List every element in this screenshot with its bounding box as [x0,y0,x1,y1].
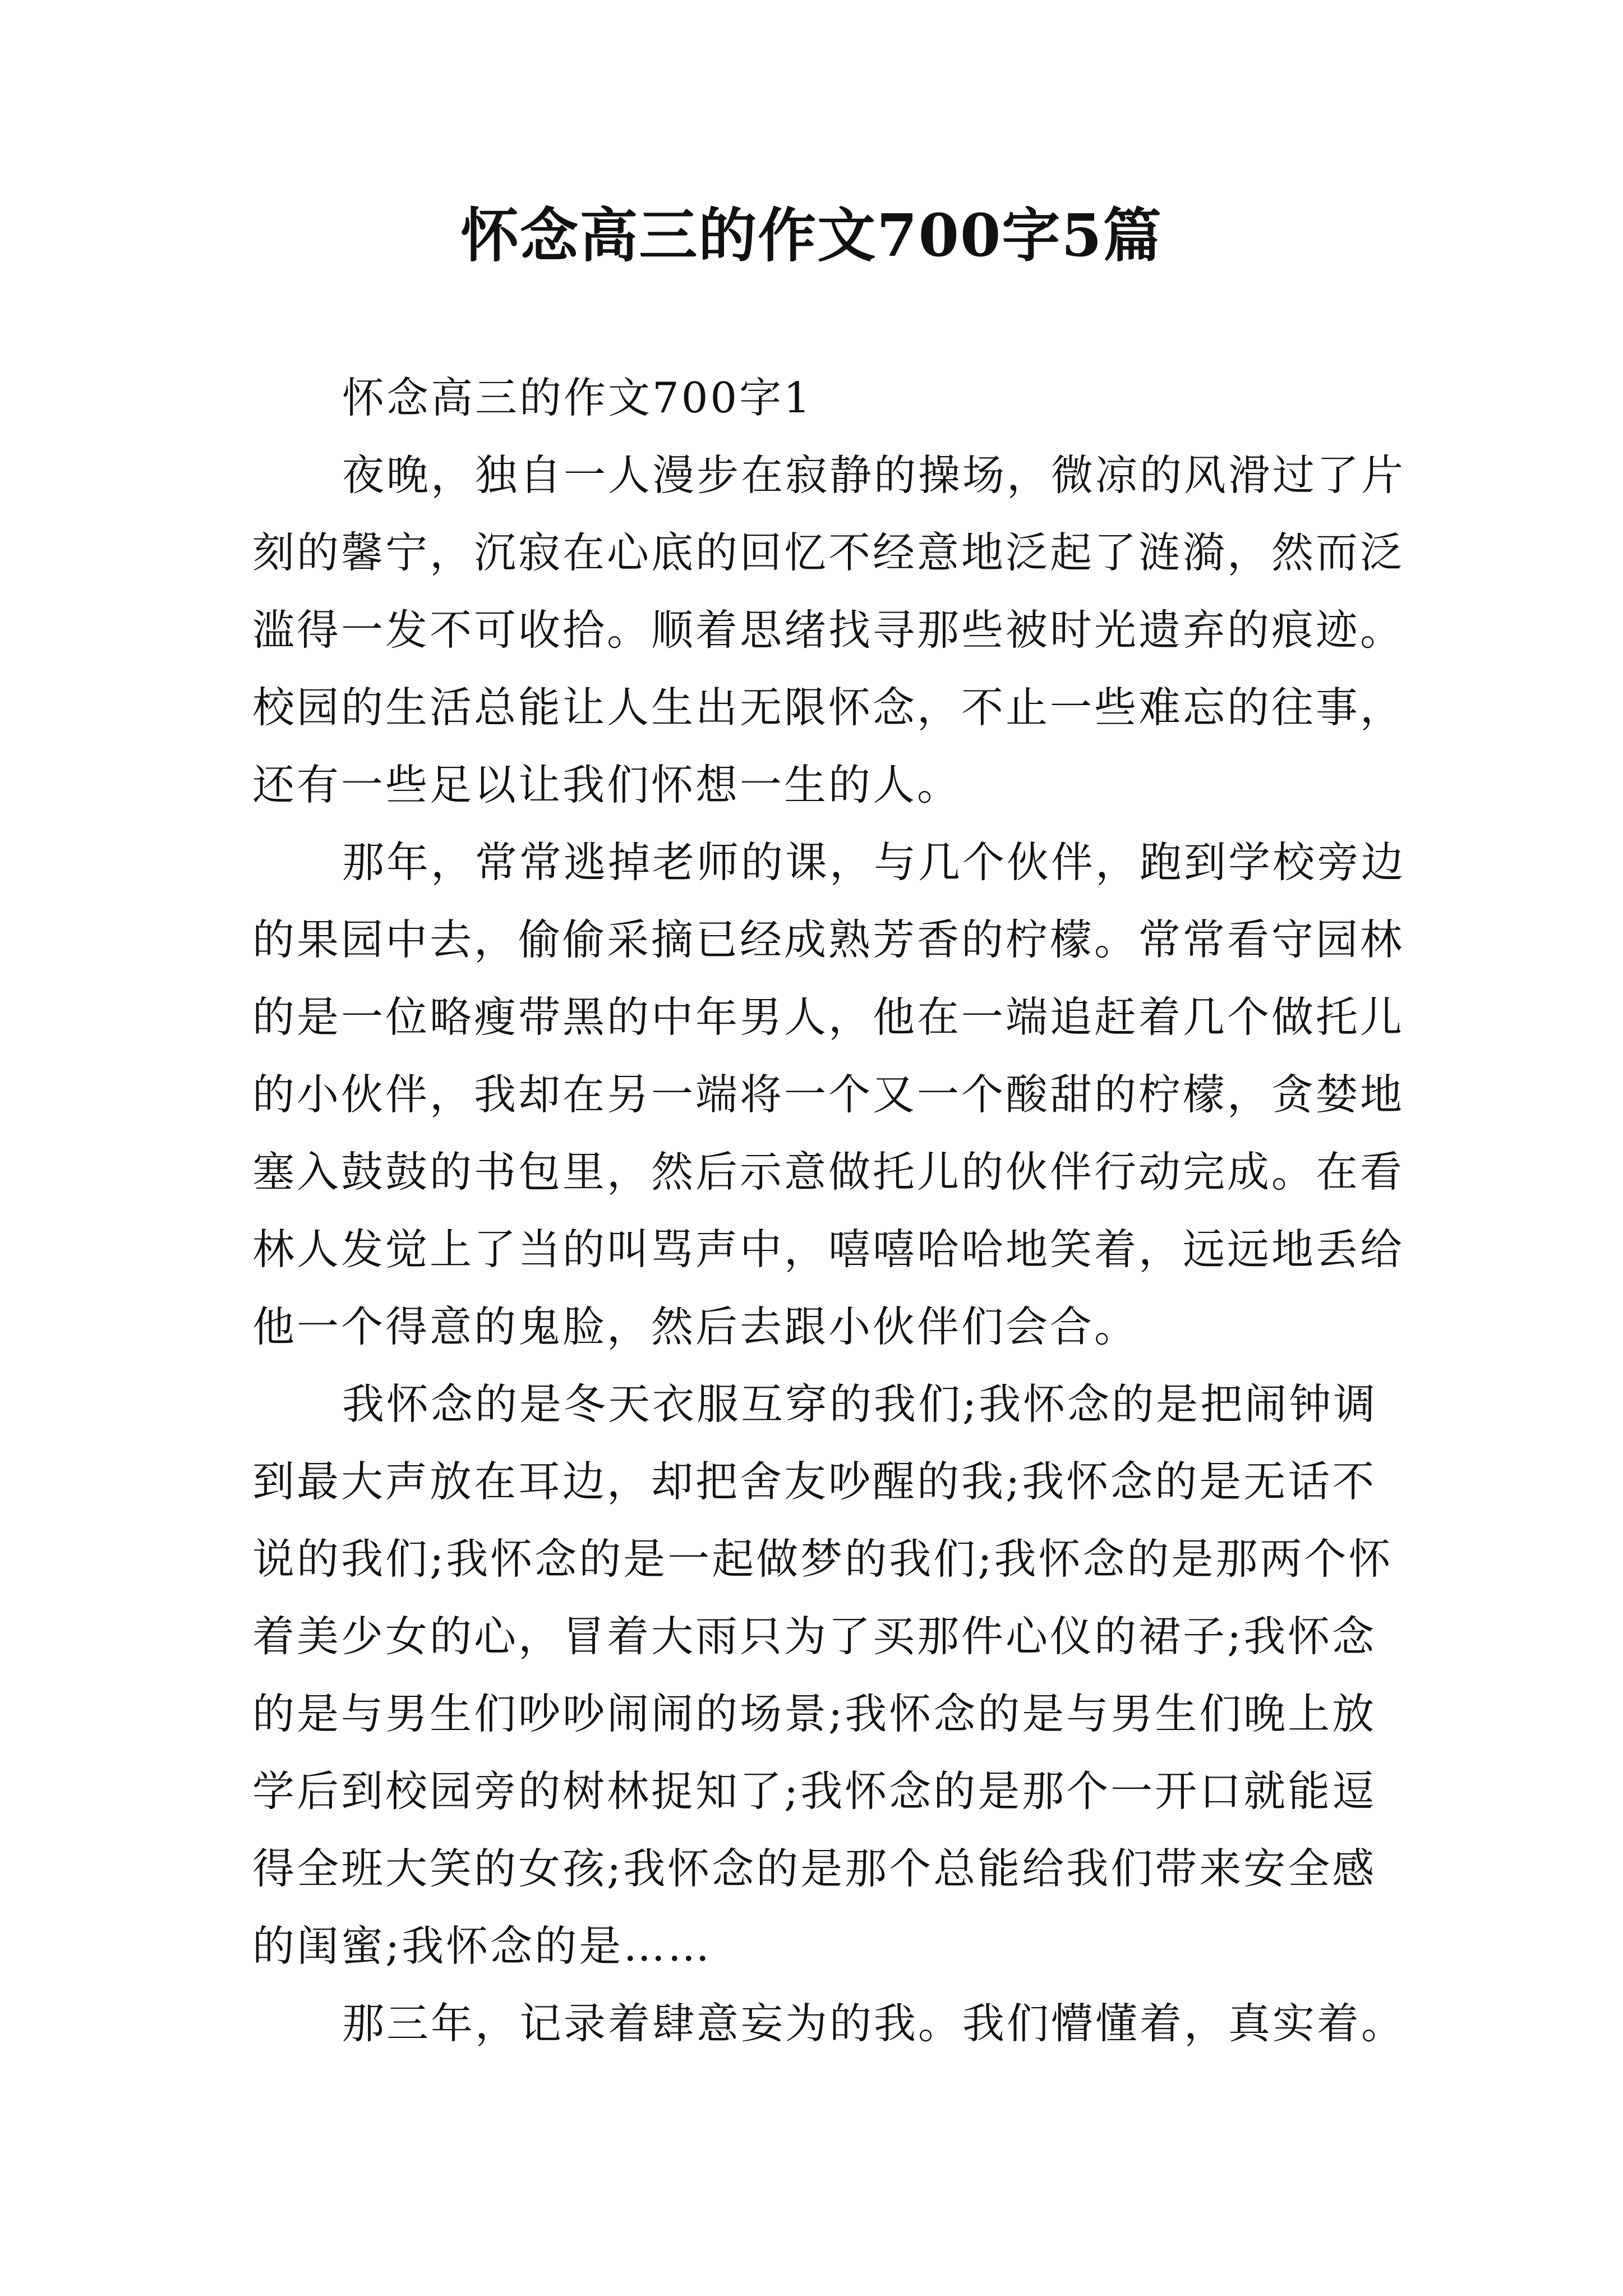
paragraph: 夜晚，独自一人漫步在寂静的操场，微凉的风滑过了片刻的馨宁，沉寂在心底的回忆不经意地泛起了涟漪，然而泛滥得一发不可收拾。顺着思绪找寻那些被时光遗弃的痕迹。校园的生活总能让人生出无限怀念，不止一些难忘的往事，还有一些足以让我们怀想一生的人。 [252,450,1406,809]
section-heading: 怀念高三的作文700字1 [342,373,813,422]
paragraph: 那年，常常逃掉老师的课，与几个伙伴，跑到学校旁边的果园中去，偷偷采摘已经成熟芳香的柠檬。常常看守园林的是一位略瘦带黑的中年男人，他在一端追赶着几个做托儿的小伙伴，我却在另一端将一个又一个酸甜的柠檬，贪婪地塞入鼓鼓的书包里，然后示意做托儿的伙伴行动完成。在看林人发觉上了当的叫骂声中，嘻嘻哈哈地笑着，远远地丢给他一个得意的鬼脸，然后去跟小伙伴们会合。 [252,838,1406,1351]
paragraph: 我怀念的是冬天衣服互穿的我们;我怀念的是把闹钟调到最大声放在耳边，却把舍友吵醒的我;我怀念的是无话不说的我们;我怀念的是一起做梦的我们;我怀念的是那两个怀着美少女的心，冒着大雨只为了买那件心仪的裙子;我怀念的是与男生们吵吵闹闹的场景;我怀念的是与男生们晚上放学后到校园旁的树林捉知了;我怀念的是那个一开口就能逗得全班大笑的女孩;我怀念的是那个总能给我们带来安全感的闺蜜;我怀念的是…… [252,1379,1393,1971]
document-title: 怀念高三的作文700字5篇 [460,201,1163,270]
paragraph: 那三年，记录着肆意妄为的我。我们懵懂着，真实着。 [342,1999,1406,2048]
document-body [252,359,1419,2062]
